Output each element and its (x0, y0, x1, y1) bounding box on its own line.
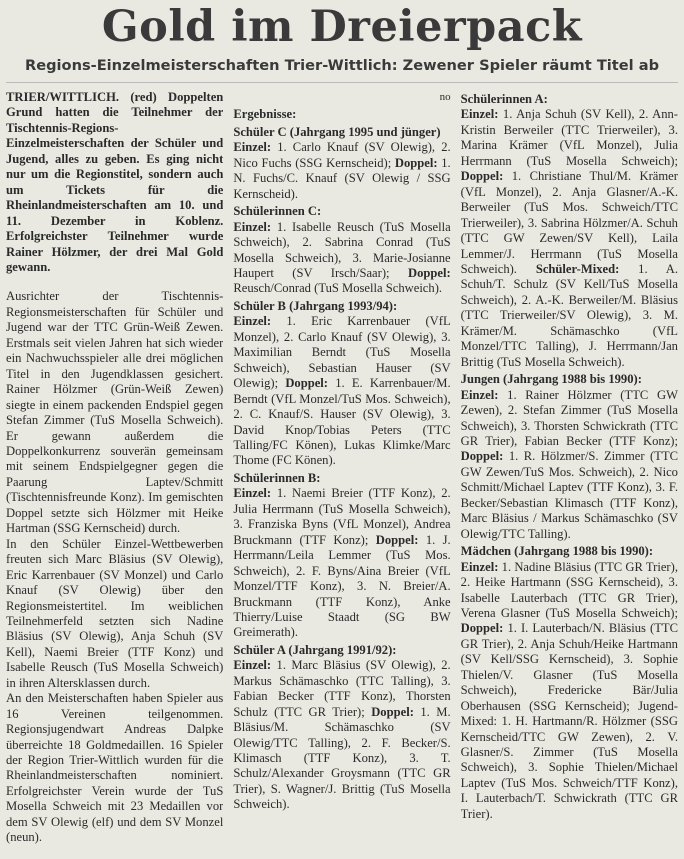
result-entry: Einzel: 1. Naemi Breier (TTF Konz), 2. Julia Herrmann (TuS Mosella Schweich), 3. Franziska Byns (VfL Monzel), Andrea Bruckmann (TTF Konz); Doppel: 1. J. Herrmann/Leila Lemmer (TuS Mos. Schweich), 2. F. Byns/Aina Breier (VfL Monzel/TTF Konz), 3. N. Breier/A. Bruckmann (TTF Konz), Anke Thierry/Luise Staadt (SG BW Greimerath). (233, 486, 451, 640)
author-signature: no (439, 91, 451, 103)
column-2 (233, 90, 450, 859)
result-entry: Einzel: 1. Carlo Knauf (SV Olewig), 2. Nico Fuchs (SSG Kernscheid); Doppel: 1. N. Fuchs/C. Knauf (SV Olewig / SSG Kernscheid). (233, 140, 451, 201)
body-paragraph-3: An den Meisterschaften haben Spieler aus 16 Vereinen teilgenommen. Regionsjugendwart Andreas Dalpke überreichte 18 Goldmedaillen. 16 Spieler der Region Trier-Wittlich wurden für die Rheinlandmeisterschaften nominiert. Erfolgreichster Verein wurde der TuS Mosella Schweich mit 23 Medaillen vor dem SV Olewig (elf) und dem SV Monzel (neun). (6, 691, 224, 845)
intro-text: Doppelten Grund hatten die Teilnehmer der Tischtennis-Regions-Einzelmeisterschaften der Schüler und Jugend, alles zu geben. Es ging nicht nur um die Regionstitel, sondern auch um Tickets für die Rheinlandmeisterschaften am 10. und 11. Dezember in Koblenz. Erfolgreichster Teilnehmer wurde Rainer Hölzmer, der drei Mal Gold gewann. (6, 90, 224, 274)
result-entry: Einzel: 1. Anja Schuh (SV Kell), 2. Ann-Kristin Berweiler (TTC Trierweiler), 3. Marina Krämer (VfL Monzel), Julia Herrmann (TuS Mosella Schweich); Doppel: 1. Christiane Thul/M. Krämer (VfL Monzel), 2. Anja Glasner/A.-K. Berweiler (TuS Mos. Schweich/TTC Trierweiler), 3. Sabrina Hölzmer/A. Schuh (TTC GW Zewen/SV Kell), Laila Lemmer/J. Herrmann (TuS Mosella Schweich). Schüler-Mixed: 1. A. Schuh/T. Schulz (SV Kell/TuS Mosella Schweich), 2. A.-K. Berweiler/M. Bläsius (TTC Trierweiler/SV Olewig), 3. M. Krämer/M. Schämaschko (VfL Monzel/TTC Talling), J. Herrmann/Jan Brittig (TuS Mosella Schweich). (460, 107, 678, 369)
headline: Gold im Dreierpack (101, 2, 583, 52)
result-entry: Einzel: 1. Eric Karrenbauer (VfL Monzel), 2. Carlo Knauf (SV Olewig), 3. Maximilian Berndt (TuS Mosella Schweich), Sebastian Hauser (SV Olewig); Doppel: 1. E. Karrenbauer/M. Berndt (VfL Monzel/TuS Mos. Schweich), 2. C. Knauf/S. Hauser (SV Olewig), 3. David Knop/Tobias Peters (TTC Talling/FC Könen), Lukas Klimke/Marc Thome (FC Könen). (233, 314, 451, 468)
result-entry: Einzel: 1. Marc Bläsius (SV Olewig), 2. Markus Schämaschko (TTC Talling), 3. Fabian Becker (TTF Konz), Thorsten Schulz (TTC GR Trier); Doppel: 1. M. Bläsius/M. Schämaschko (SV Olewig/TTC Talling), 2. F. Becker/S. Klimasch (TTF Konz), 3. T. Schulz/Alexander Groysmann (TTC GR Trier), S. Wagner/J. Brittig (TuS Mosella Schweich). (233, 658, 451, 812)
section-title: Jungen (Jahrgang 1988 bis 1990): (460, 372, 642, 387)
divider (6, 82, 678, 83)
section-title: Schüler C (Jahrgang 1995 und jünger) (233, 124, 441, 139)
body-paragraph-2: In den Schüler Einzel-Wettbewerben freuten sich Marc Bläsius (SV Olewig), Eric Karrenbauer (SV Monzel) und Carlo Knauf (SV Olewig) über den Regionsmeistertitel. Im weiblichen Teilnehmerfeld setzten sich Nadine Bläsius (SV Olewig), Anja Schuh (SV Kell), Naemi Breier (TTF Konz) und Isabelle Reusch (TuS Mosella Schweich) in ihren Altersklassen durch. (6, 536, 224, 690)
body-paragraph-1: Ausrichter der Tischtennis-Regionsmeisterschaften für Schüler und Jugend war der TTC Grün-Weiß Zewen. Erstmals seit vielen Jahren hat sich wieder ein Nachwuchsspieler alle drei möglichen Titel in den Jugendklassen gesichert. Rainer Hölzmer (Grün-Weiß Zewen) siegte in einem packenden Endspiel gegen Stefan Zimmer (TuS Mosella Schweich). Er gewann außerdem die Doppelkonkurrenz souverän gemeinsam mit seinem Endspielgegner gegen die Paarung Laptev/Schmitt (Tischtennisfreunde Konz). Im gemischten Doppel setzte sich Hölzmer mit Heike Hartman (SSG Kernscheid) durch. (6, 289, 224, 536)
section-title: Schüler B (Jahrgang 1993/94): (233, 298, 398, 313)
section-title: Schülerinnen A: (460, 92, 548, 106)
results-heading: Ergebnisse: (233, 107, 297, 122)
subheadline: Regions-Einzelmeisterschaften Trier-Wittlich: Zewener Spieler räumt Titel ab (24, 57, 660, 74)
section-title: Schülerinnen C: (233, 204, 322, 219)
dateline: TRIER/WITTLICH. (red) (6, 90, 157, 104)
section-title: Mädchen (Jahrgang 1988 bis 1990): (460, 544, 654, 559)
column-1 (6, 90, 223, 859)
section-title: Schülerinnen B: (233, 470, 321, 485)
intro-paragraph (6, 90, 223, 275)
section-title: Schüler A (Jahrgang 1991/92): (233, 642, 397, 657)
column-3 (461, 90, 678, 859)
article-columns (6, 90, 678, 859)
result-entry: Einzel: 1. Nadine Bläsius (TTC GR Trier), 2. Heike Hartmann (SSG Kernscheid), 3. Isabelle Lauterbach (TTC GR Trier), Verena Glasner (TuS Mosella Schweich); Doppel: 1. I. Lauterbach/N. Bläsius (TTC GR Trier), 2. Anja Schuh/Heike Hartmann (SV Kell/SSG Kernscheid), 3. Sophie Thielen/V. Glasner (TuS Mosella Schweich), Fredericke Bär/Julia Oberhausen (SSG Kernscheid); Jugend-Mixed: 1. H. Hartmann/R. Hölzmer (SSG Kernscheid/TTC GW Zewen), 2. V. Glasner/S. Zimmer (TuS Mosella Schweich), 3. Sophie Thielen/Michael Laptev (TuS Mos. Schweich/TTF Konz), I. Lauterbach/T. Schwickrath (TTC GR Trier). (460, 559, 678, 821)
result-entry: Einzel: 1. Rainer Hölzmer (TTC GW Zewen), 2. Stefan Zimmer (TuS Mosella Schweich), 3. Thorsten Schwickrath (TTC GR Trier), Fabian Becker (TTF Konz); Doppel: 1. R. Hölzmer/S. Zimmer (TTC GW Zewen/TuS Mos. Schweich), 2. Nico Schmitt/Michael Laptev (TTF Konz), 3. F. Becker/Sebastian Klimasch (TTF Konz), Marc Bläsius / Markus Schämaschko (SV Olewig/TTC Talling). (460, 387, 678, 541)
result-entry: Einzel: 1. Isabelle Reusch (TuS Mosella Schweich), 2. Sabrina Conrad (TuS Mosella Schweich), 3. Marie-Josianne Haupert (SV Irsch/Saar); Doppel: Reusch/Conrad (TuS Mosella Schweich). (233, 219, 451, 296)
